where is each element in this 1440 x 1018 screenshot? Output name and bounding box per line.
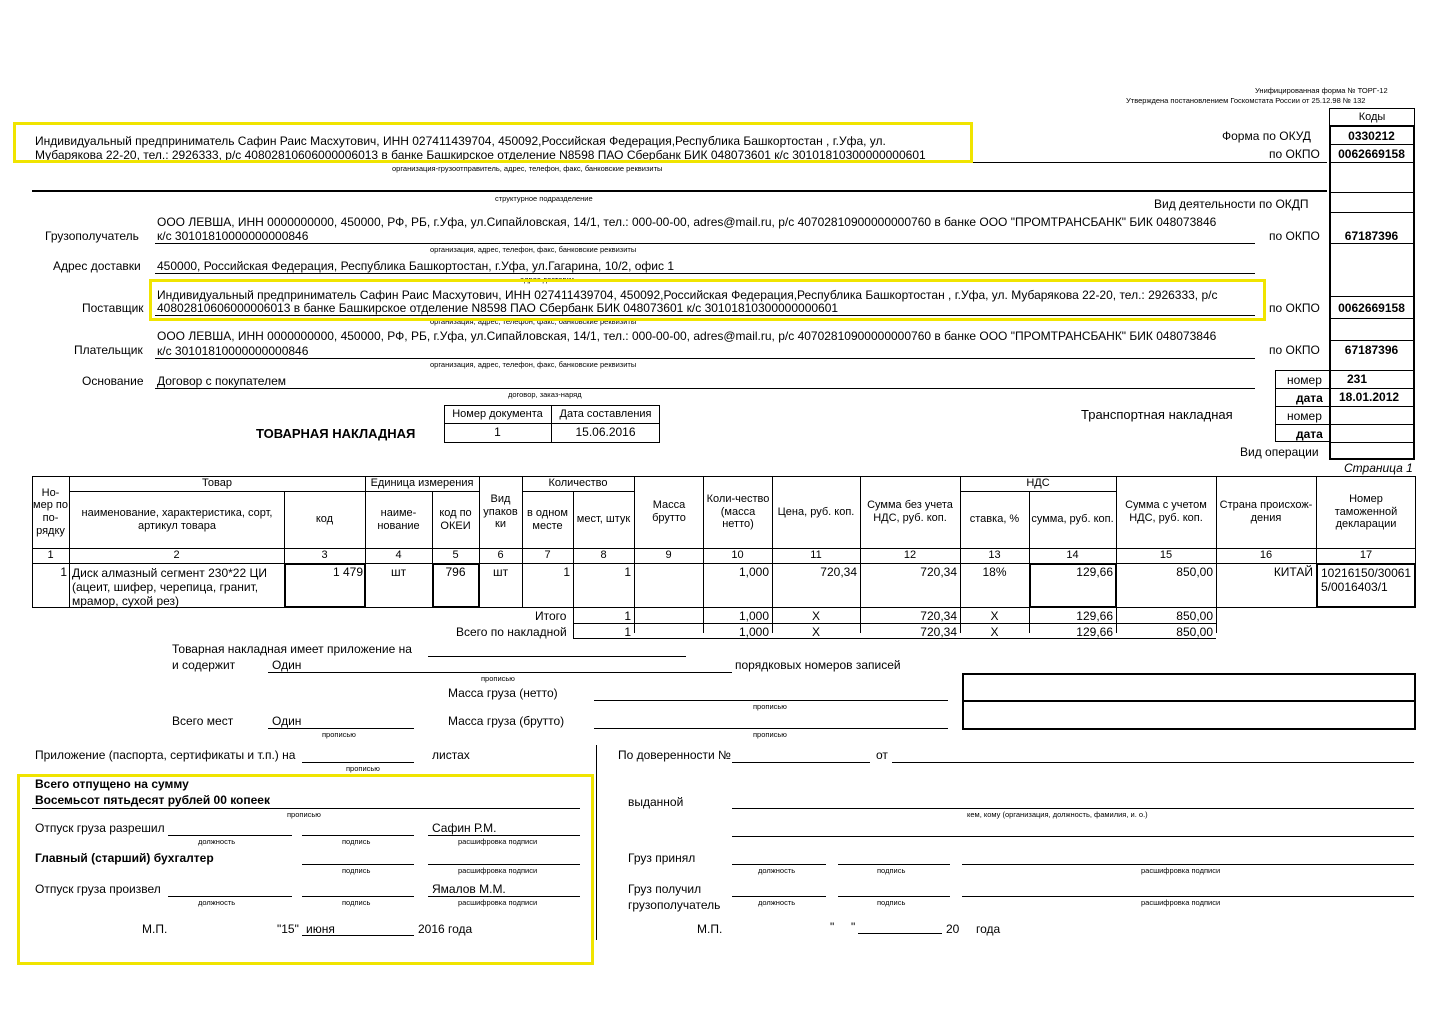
supplier-highlight (149, 279, 1266, 321)
col-11-header: Цена, руб. коп. (777, 505, 855, 518)
grand-total-label: Всего по накладной (456, 625, 567, 639)
total-vat-sum: 129,66 (1076, 609, 1113, 623)
total-sum-vat: 850,00 (1176, 609, 1213, 623)
okpo-consignee-value: 67187396 (1344, 229, 1399, 243)
grand-places: 1 (624, 625, 631, 639)
accountant-decoding-caption: расшифровка подписи (458, 866, 538, 875)
supplier-line2: 40802810606000006013 в банке Башкирское отделение N8598 ПАО Сбербанк БИК 048073601 к/с 30101810300000000601 (157, 301, 839, 315)
basis-caption: договор, заказ-наряд (508, 390, 582, 399)
col-9-header: Масса брутто (652, 499, 686, 524)
okud-label: Форма по ОКУД (1222, 129, 1311, 143)
subdivision-caption: структурное подразделение (495, 194, 593, 203)
produced-position-caption: должность (198, 898, 236, 907)
payer-line2: к/с 30101810000000000846 (157, 344, 309, 358)
transport-number-label: номер (1287, 409, 1322, 423)
row-vat-sum: 129,66 (1076, 565, 1113, 579)
doc-date-value: 15.06.2016 (575, 424, 636, 439)
col-8-header: мест, штук (576, 513, 631, 526)
grand-sum-vat: 850,00 (1176, 625, 1213, 639)
stamp-label-left: М.П. (142, 922, 168, 936)
payer-line1: ООО ЛЕВША, ИНН 0000000000, 450000, РФ, РБ, г.Уфа, ул.Сипайловская, 14/1, тел.: 000-00-00, adres@mail.ru, р/с 40702810900000000760 в банке ООО "ПРОМТРАНСБАНК" БИК 048073846 (157, 329, 1217, 343)
doc-title: ТОВАРНАЯ НАКЛАДНАЯ (256, 426, 416, 441)
qty-group-header: Количество (548, 477, 608, 490)
okpo-label-shipper: по ОКПО (1269, 147, 1320, 161)
form-approved-label: Утверждена постановлением Госкомстата России от 25.12.98 № 132 (1126, 96, 1366, 105)
total-net: 1,000 (738, 609, 769, 623)
issued-label: выданной (628, 795, 684, 809)
basis-value: Договор с покупателем (157, 374, 287, 388)
date-year: 2016 года (418, 922, 473, 936)
produced-name: Ямалов М.М. (432, 882, 506, 896)
gross-written-caption: прописью (753, 730, 787, 739)
row-places: 1 (624, 565, 631, 579)
shipper-line1: Индивидуальный предприниматель Сафин Раис Масхутович, ИНН 027411439704, 450092,Российская Федерация,Республика Башкортостан , г.Уфа, ул. (35, 134, 886, 148)
basis-date-label: дата (1296, 391, 1323, 405)
proxy-from-label: от (876, 748, 888, 762)
places-written-caption: прописью (322, 730, 356, 739)
records-written-caption: прописью (481, 674, 515, 683)
total-vat-rate: X (990, 609, 999, 623)
consignee-line2: к/с 30101810000000000846 (157, 229, 309, 243)
row-vat-rate: 18% (982, 565, 1007, 579)
unit-group-header: Единица измерения (370, 477, 474, 490)
consignee-caption: организация, адрес, телефон, факс, банковские реквизиты (430, 245, 637, 254)
date-day: "15" (277, 922, 299, 936)
col-number: 11 (810, 549, 822, 562)
right-quote-open: " (830, 920, 835, 934)
allowed-decoding-caption: расшифровка подписи (458, 837, 538, 846)
col-number: 3 (321, 549, 328, 562)
payer-label: Плательщик (74, 343, 143, 357)
issued-caption: кем, кому (организация, должность, фамилия, и. о.) (967, 810, 1148, 819)
gross-mass-label: Масса груза (брутто) (448, 714, 565, 728)
contains-label: и содержит (172, 658, 236, 672)
date-month: июня (306, 922, 335, 936)
col-number: 1 (47, 549, 54, 562)
consignee-received-label-2: грузополучатель (628, 898, 721, 912)
total-price: X (811, 609, 820, 623)
received-decoding-caption: расшифровка подписи (1141, 866, 1221, 875)
produced-decoding-caption: расшифровка подписи (458, 898, 538, 907)
supplier-caption: организация, адрес, телефон, факс, банковские реквизиты (430, 317, 637, 326)
consignee-label: Грузополучатель (45, 229, 139, 243)
row-number: 1 (60, 565, 67, 579)
records-value: Один (272, 658, 302, 672)
delivery-value: 450000, Российская Федерация, Республика Башкортостан, г.Уфа, ул.Гагарина, 10/2, офис 1 (157, 259, 675, 273)
released-sum-label: Всего отпущено на сумму (35, 777, 189, 791)
col-number: 5 (452, 549, 459, 562)
released-highlight (17, 774, 594, 965)
okpo-payer-value: 67187396 (1344, 343, 1399, 357)
col-number: 15 (1159, 549, 1173, 562)
row-country: КИТАЙ (1273, 565, 1313, 579)
codes-header-box (1329, 108, 1415, 126)
total-sum-no-vat: 720,34 (920, 609, 957, 623)
row-okei: 796 (445, 565, 466, 579)
annex-label: Товарная накладная имеет приложение на (172, 642, 412, 656)
net-mass-label: Масса груза (нетто) (448, 686, 558, 700)
row-per-place: 1 (563, 565, 570, 579)
grand-sum-no-vat: 720,34 (920, 625, 957, 639)
proxy-label: По доверенности № (618, 748, 731, 762)
col-7-header: в одном месте (527, 506, 568, 532)
okpo-supplier-value: 0062669158 (1338, 301, 1405, 315)
basis-date-value: 18.01.2012 (1339, 390, 1400, 404)
stamp-label-right: М.П. (697, 922, 723, 936)
net-written-caption: прописью (753, 702, 787, 711)
operation-label: Вид операции (1240, 445, 1319, 459)
col-number: 7 (544, 549, 551, 562)
attachment-label: Приложение (паспорта, сертификаты и т.п.) на (35, 748, 296, 762)
row-price: 720,34 (820, 565, 857, 579)
consignee-signature-caption: подпись (877, 898, 906, 907)
consignee-received-label-1: Груз получил (628, 882, 702, 896)
transport-date-label: дата (1296, 427, 1323, 441)
row-net: 1,000 (738, 565, 769, 579)
col-number: 9 (665, 549, 672, 562)
allowed-name: Сафин Р.М. (432, 821, 497, 835)
allowed-position-caption: должность (198, 837, 236, 846)
shipper-line2: Мубарякова 22-20, тел.: 2926333, р/с 40802810606000006013 в банке Башкирское отделение N8598 ПАО Сбербанк БИК 048073601 к/с 30101810300000000601 (35, 148, 926, 162)
supplier-line1: Индивидуальный предприниматель Сафин Раис Масхутович, ИНН 027411439704, 450092,Российская Федерация,Республика Башкортостан , г.Уфа, ул. Мубарякова 22-20, тел.: 2926333, р/с (157, 288, 1218, 302)
grand-price: X (811, 625, 820, 639)
col-12-header: Сумма без учета НДС, руб. коп. (867, 499, 953, 524)
col-16-header: Страна происхож-дения (1219, 499, 1313, 524)
page-number: Страница 1 (1344, 461, 1413, 475)
col-13-header: ставка, % (969, 513, 1020, 526)
total-places: 1 (624, 609, 631, 623)
col-number: 8 (600, 549, 607, 562)
received-label: Груз принял (628, 851, 696, 865)
shipper-caption: организация-грузоотправитель, адрес, телефон, факс, банковские реквизиты (392, 164, 663, 173)
okud-value: 0330212 (1348, 129, 1395, 143)
col-number: 6 (497, 549, 504, 562)
col-14-header: сумма, руб. коп. (1031, 513, 1114, 526)
row-code: 1 479 (332, 565, 363, 579)
col-number: 14 (1066, 549, 1079, 562)
received-signature-caption: подпись (877, 866, 906, 875)
col-number: 4 (395, 549, 402, 562)
allowed-label: Отпуск груза разрешил (35, 821, 165, 835)
col-17-header: Номер таможенной декларации (1334, 493, 1398, 531)
vat-group-header: НДС (1026, 477, 1050, 490)
col-number: 12 (903, 549, 917, 562)
col-5-header: код по ОКЕИ (439, 506, 472, 532)
col-1-header: Но-мер по по-рядку (33, 486, 68, 537)
col-10-header: Коли-чество (масса нетто) (706, 493, 770, 531)
produced-signature-caption: подпись (342, 898, 371, 907)
grand-net: 1,000 (738, 625, 769, 639)
form-unified-label: Унифицированная форма № ТОРГ-12 (1255, 86, 1388, 95)
okpo-label-supplier: по ОКПО (1269, 301, 1320, 315)
doc-number-value: 1 (494, 424, 501, 439)
consignee-position-caption: должность (758, 898, 796, 907)
transport-label: Транспортная накладная (1081, 407, 1233, 422)
col-number: 13 (988, 549, 1001, 562)
col-4-header: наиме-нование (377, 506, 420, 532)
produced-label: Отпуск груза произвел (35, 882, 161, 896)
col-3-header: код (315, 513, 334, 526)
consignee-line1: ООО ЛЕВША, ИНН 0000000000, 450000, РФ, РБ, г.Уфа, ул.Сипайловская, 14/1, тел.: 000-00-00, adres@mail.ru, р/с 40702810900000000760 в банке ООО "ПРОМТРАНСБАНК" БИК 048073846 (157, 215, 1217, 229)
okpo-label-consignee: по ОКПО (1269, 229, 1320, 243)
doc-date-header: Дата составления (559, 407, 652, 420)
allowed-signature-caption: подпись (342, 837, 371, 846)
places-label: Всего мест (172, 714, 234, 728)
total-label: Итого (535, 609, 567, 623)
supplier-label: Поставщик (82, 301, 144, 315)
col-6-header: Вид упаков ки (483, 493, 518, 531)
right-year-label: года (976, 922, 1001, 936)
doc-number-header: Номер документа (452, 407, 543, 420)
row-name: Диск алмазный сегмент 230*22 ЦИ (ацеит, шифер, черепица, гранит, мрамор, сухой рез) (72, 566, 267, 608)
okpo-label-payer: по ОКПО (1269, 343, 1320, 357)
delivery-caption: адрес доставки (520, 275, 574, 284)
goods-group-header: Товар (202, 477, 232, 490)
row-unit: шт (390, 565, 407, 579)
col-15-header: Сумма с учетом НДС, руб. коп. (1125, 499, 1207, 524)
codes-column (1329, 125, 1415, 460)
row-sum-vat: 850,00 (1176, 565, 1213, 579)
released-written-caption: прописью (287, 810, 321, 819)
delivery-label: Адрес доставки (53, 259, 141, 273)
shipper-highlight (13, 122, 973, 163)
basis-label: Основание (82, 374, 144, 388)
row-sum-no-vat: 720,34 (920, 565, 957, 579)
sheets-written-caption: прописью (346, 764, 380, 773)
col-number: 16 (1259, 549, 1273, 562)
consignee-decoding-caption: расшифровка подписи (1141, 898, 1221, 907)
sheets-label: листах (432, 748, 470, 762)
col-number: 2 (173, 549, 180, 562)
places-value: Один (272, 714, 302, 728)
right-quote-close: " (851, 920, 856, 934)
right-century: 20 (946, 922, 960, 936)
okpo-shipper-value: 0062669158 (1338, 147, 1405, 161)
basis-number-label: номер (1287, 373, 1322, 387)
grand-vat-sum: 129,66 (1076, 625, 1113, 639)
col-number: 10 (731, 549, 744, 562)
received-position-caption: должность (758, 866, 796, 875)
grand-vat-rate: X (990, 625, 999, 639)
codes-header: Коды (1358, 110, 1386, 123)
basis-number-value: 231 (1347, 372, 1368, 386)
okdp-label: Вид деятельности по ОКДП (1154, 197, 1309, 211)
accountant-label: Главный (старший) бухгалтер (35, 851, 214, 865)
payer-caption: организация, адрес, телефон, факс, банковские реквизиты (430, 360, 637, 369)
released-sum-value: Восемьсот пятьдесят рублей 00 копеек (35, 793, 270, 807)
col-number: 17 (1359, 549, 1373, 562)
row-pack: шт (492, 565, 509, 579)
accountant-signature-caption: подпись (342, 866, 371, 875)
col-2-header: наименование, характеристика, сорт, артикул товара (81, 506, 273, 532)
row-declaration: 10216150/300615/0016403/1 (1321, 566, 1412, 594)
records-suffix: порядковых номеров записей (735, 658, 901, 672)
